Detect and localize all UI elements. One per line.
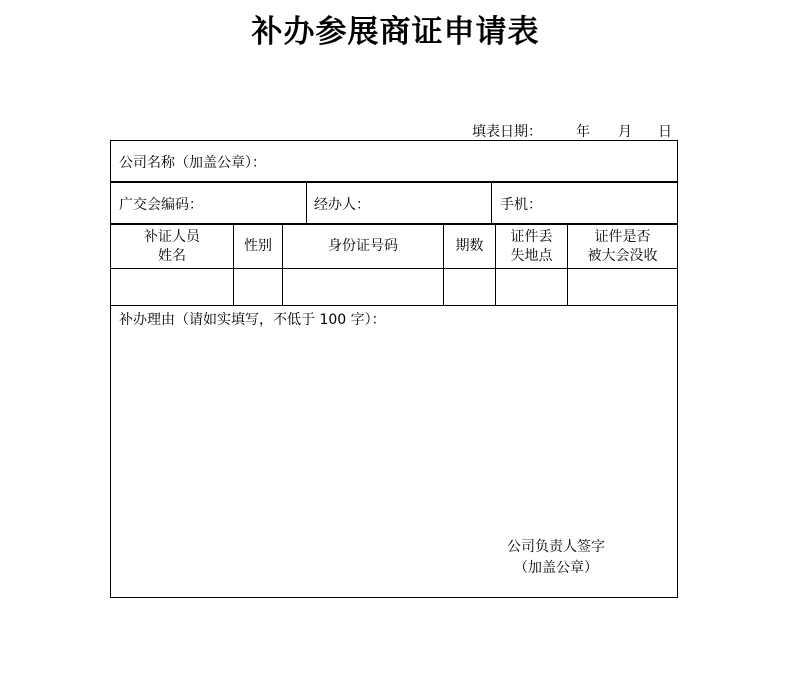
divider xyxy=(306,183,307,223)
header-session: 期数 xyxy=(455,238,484,254)
applicant-name-cell[interactable] xyxy=(111,269,233,305)
signature-line: 公司负责人签字 xyxy=(507,539,605,555)
header-gender: 性别 xyxy=(244,238,272,254)
fill-date-label: 填表日期： xyxy=(472,124,542,140)
session-cell[interactable] xyxy=(444,269,495,305)
gender-cell[interactable] xyxy=(234,269,282,305)
header-confiscated: 证件是否 被大会没收 xyxy=(587,228,658,264)
reason-label: 补办理由（请如实填写，不低于 100 字）： xyxy=(119,312,386,328)
table-header-row xyxy=(111,225,677,269)
page-title: 补办参展商证申请表 xyxy=(251,14,540,50)
header-id-number: 身份证号码 xyxy=(328,238,398,254)
seal-line: （加盖公章） xyxy=(514,560,598,576)
confiscated-cell[interactable] xyxy=(568,269,677,305)
company-name-label: 公司名称（加盖公章）： xyxy=(119,155,266,171)
date-year-label: 年 xyxy=(576,124,590,140)
date-month-label: 月 xyxy=(618,124,632,140)
mobile-label: 手机： xyxy=(500,197,542,213)
date-day-label: 日 xyxy=(658,124,672,140)
header-loss-location: 证件丢 失地点 xyxy=(510,228,553,264)
signature-block xyxy=(491,537,621,579)
header-applicant-name: 补证人员 姓名 xyxy=(144,228,200,264)
company-name-row xyxy=(111,141,677,183)
id-number-cell[interactable] xyxy=(283,269,443,305)
handler-label: 经办人： xyxy=(314,197,370,213)
divider xyxy=(491,183,492,223)
table-row xyxy=(111,269,677,306)
trade-fair-code-label: 广交会编码： xyxy=(119,197,203,213)
application-form xyxy=(110,140,678,598)
contact-info-row xyxy=(111,183,677,225)
loss-location-cell[interactable] xyxy=(496,269,567,305)
